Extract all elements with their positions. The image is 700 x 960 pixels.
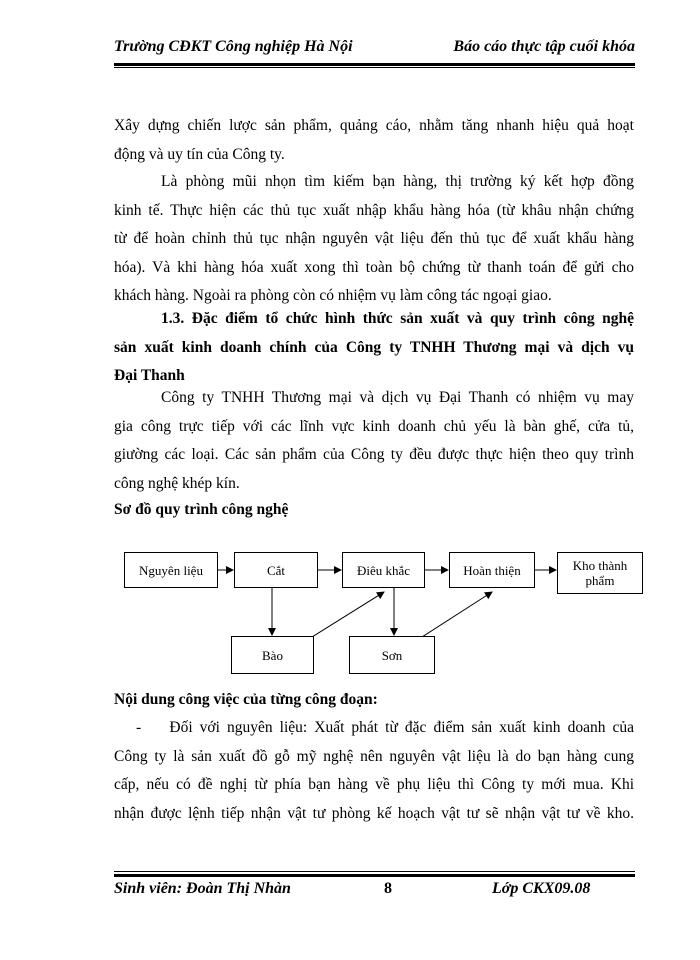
paragraph-line: Xây dựng chiến lược sản phẩm, quảng cáo, nhằm tăng nhanh hiệu quả hoạt bbox=[114, 117, 634, 134]
node-hoan-thien: Hoàn thiện bbox=[449, 552, 535, 588]
paragraph-line: Công ty là sản xuất đồ gỗ mỹ nghệ nên nguyên vật liệu là do bạn hàng cung bbox=[114, 747, 634, 765]
node-son: Sơn bbox=[349, 636, 435, 674]
header-report-title: Báo cáo thực tập cuối khóa bbox=[453, 38, 635, 55]
header-school: Trường CĐKT Công nghiệp Hà Nội bbox=[114, 38, 353, 55]
footer-class: Lớp CKX09.08 bbox=[492, 880, 591, 897]
footer-student: Sinh viên: Đoàn Thị Nhàn bbox=[114, 880, 291, 897]
header-rule bbox=[114, 63, 635, 66]
heading-line: Đại Thanh bbox=[114, 367, 185, 384]
paragraph-line: Là phòng mũi nhọn tìm kiếm bạn hàng, thị trường ký kết hợp đồng bbox=[161, 173, 634, 190]
paragraph-line: gia công trực tiếp với các lĩnh vực kinh doanh chủ yếu là bàn ghế, cửa tủ, bbox=[114, 417, 634, 435]
paragraph-line: giường các loại. Các sản phẩm của Công ty đều được thực hiện theo quy trình bbox=[114, 446, 634, 463]
node-dieu-khac: Điêu khắc bbox=[342, 552, 425, 588]
stage-content-title bbox=[114, 686, 634, 715]
arrow-son-hoanthien bbox=[422, 592, 492, 637]
heading-line: sản xuất kinh doanh chính của Công ty TNHH Thương mại và dịch vụ bbox=[114, 338, 634, 356]
node-bao: Bào bbox=[231, 636, 314, 674]
node-kho-thanh-pham: Kho thành phẩm bbox=[557, 552, 643, 594]
heading-line: 1.3. Đặc điểm tổ chức hình thức sản xuất và quy trình công nghệ bbox=[161, 310, 634, 327]
section-heading-1-3 bbox=[114, 305, 634, 391]
footer-page-number: 8 bbox=[384, 880, 392, 897]
diagram-title-text: Sơ đồ quy trình công nghệ bbox=[114, 501, 289, 518]
paragraph-line: khách hàng. Ngoài ra phòng còn có nhiệm vụ làm công tác ngoại giao. bbox=[114, 287, 552, 304]
paragraph-raw-materials bbox=[114, 714, 634, 828]
paragraph-line: kinh tế. Thực hiện các thủ tục xuất nhập khẩu hàng hóa (từ khâu nhận chứng bbox=[114, 201, 634, 219]
paragraph-1 bbox=[114, 112, 634, 169]
arrow-bao-dieukhac bbox=[312, 592, 384, 637]
footer-rule bbox=[114, 874, 635, 877]
paragraph-line: hóa). Và khi hàng hóa xuất xong thì toàn bộ chứng từ thanh toán để gửi cho bbox=[114, 258, 634, 276]
stage-content-title-text: Nội dung công việc của từng công đoạn: bbox=[114, 691, 378, 708]
paragraph-2 bbox=[114, 168, 634, 311]
paragraph-line-text: Đối với nguyên liệu: Xuất phát từ đặc điểm sản xuất kinh doanh của bbox=[169, 719, 635, 736]
node-nguyen-lieu: Nguyên liệu bbox=[124, 552, 218, 588]
node-cat: Cắt bbox=[234, 552, 318, 588]
paragraph-line: Công ty TNHH Thương mại và dịch vụ Đại Thanh có nhiệm vụ may bbox=[161, 389, 634, 406]
paragraph-3 bbox=[114, 384, 634, 498]
page-header bbox=[114, 38, 635, 62]
paragraph-line: công nghệ khép kín. bbox=[114, 474, 240, 492]
diagram-title bbox=[114, 496, 634, 525]
paragraph-line: cấp, nếu có đề nghị từ phía bạn hàng về phụ liệu thì Công ty mới mua. Khi bbox=[114, 776, 634, 793]
footer-rule-thin bbox=[114, 871, 635, 872]
paragraph-line: nhận được lệnh tiếp nhận vật tư phòng kế hoạch vật tư sẽ nhận vật tư về kho. bbox=[114, 804, 634, 822]
header-rule-thin bbox=[114, 67, 635, 68]
paragraph-line: từ để hoàn chỉnh thủ tục nhận nguyên vật liệu đến thủ tục để xuất khẩu hàng bbox=[114, 230, 634, 247]
list-bullet: - bbox=[136, 719, 142, 736]
paragraph-line: động và uy tín của Công ty. bbox=[114, 145, 285, 163]
paragraph-line bbox=[114, 714, 634, 743]
